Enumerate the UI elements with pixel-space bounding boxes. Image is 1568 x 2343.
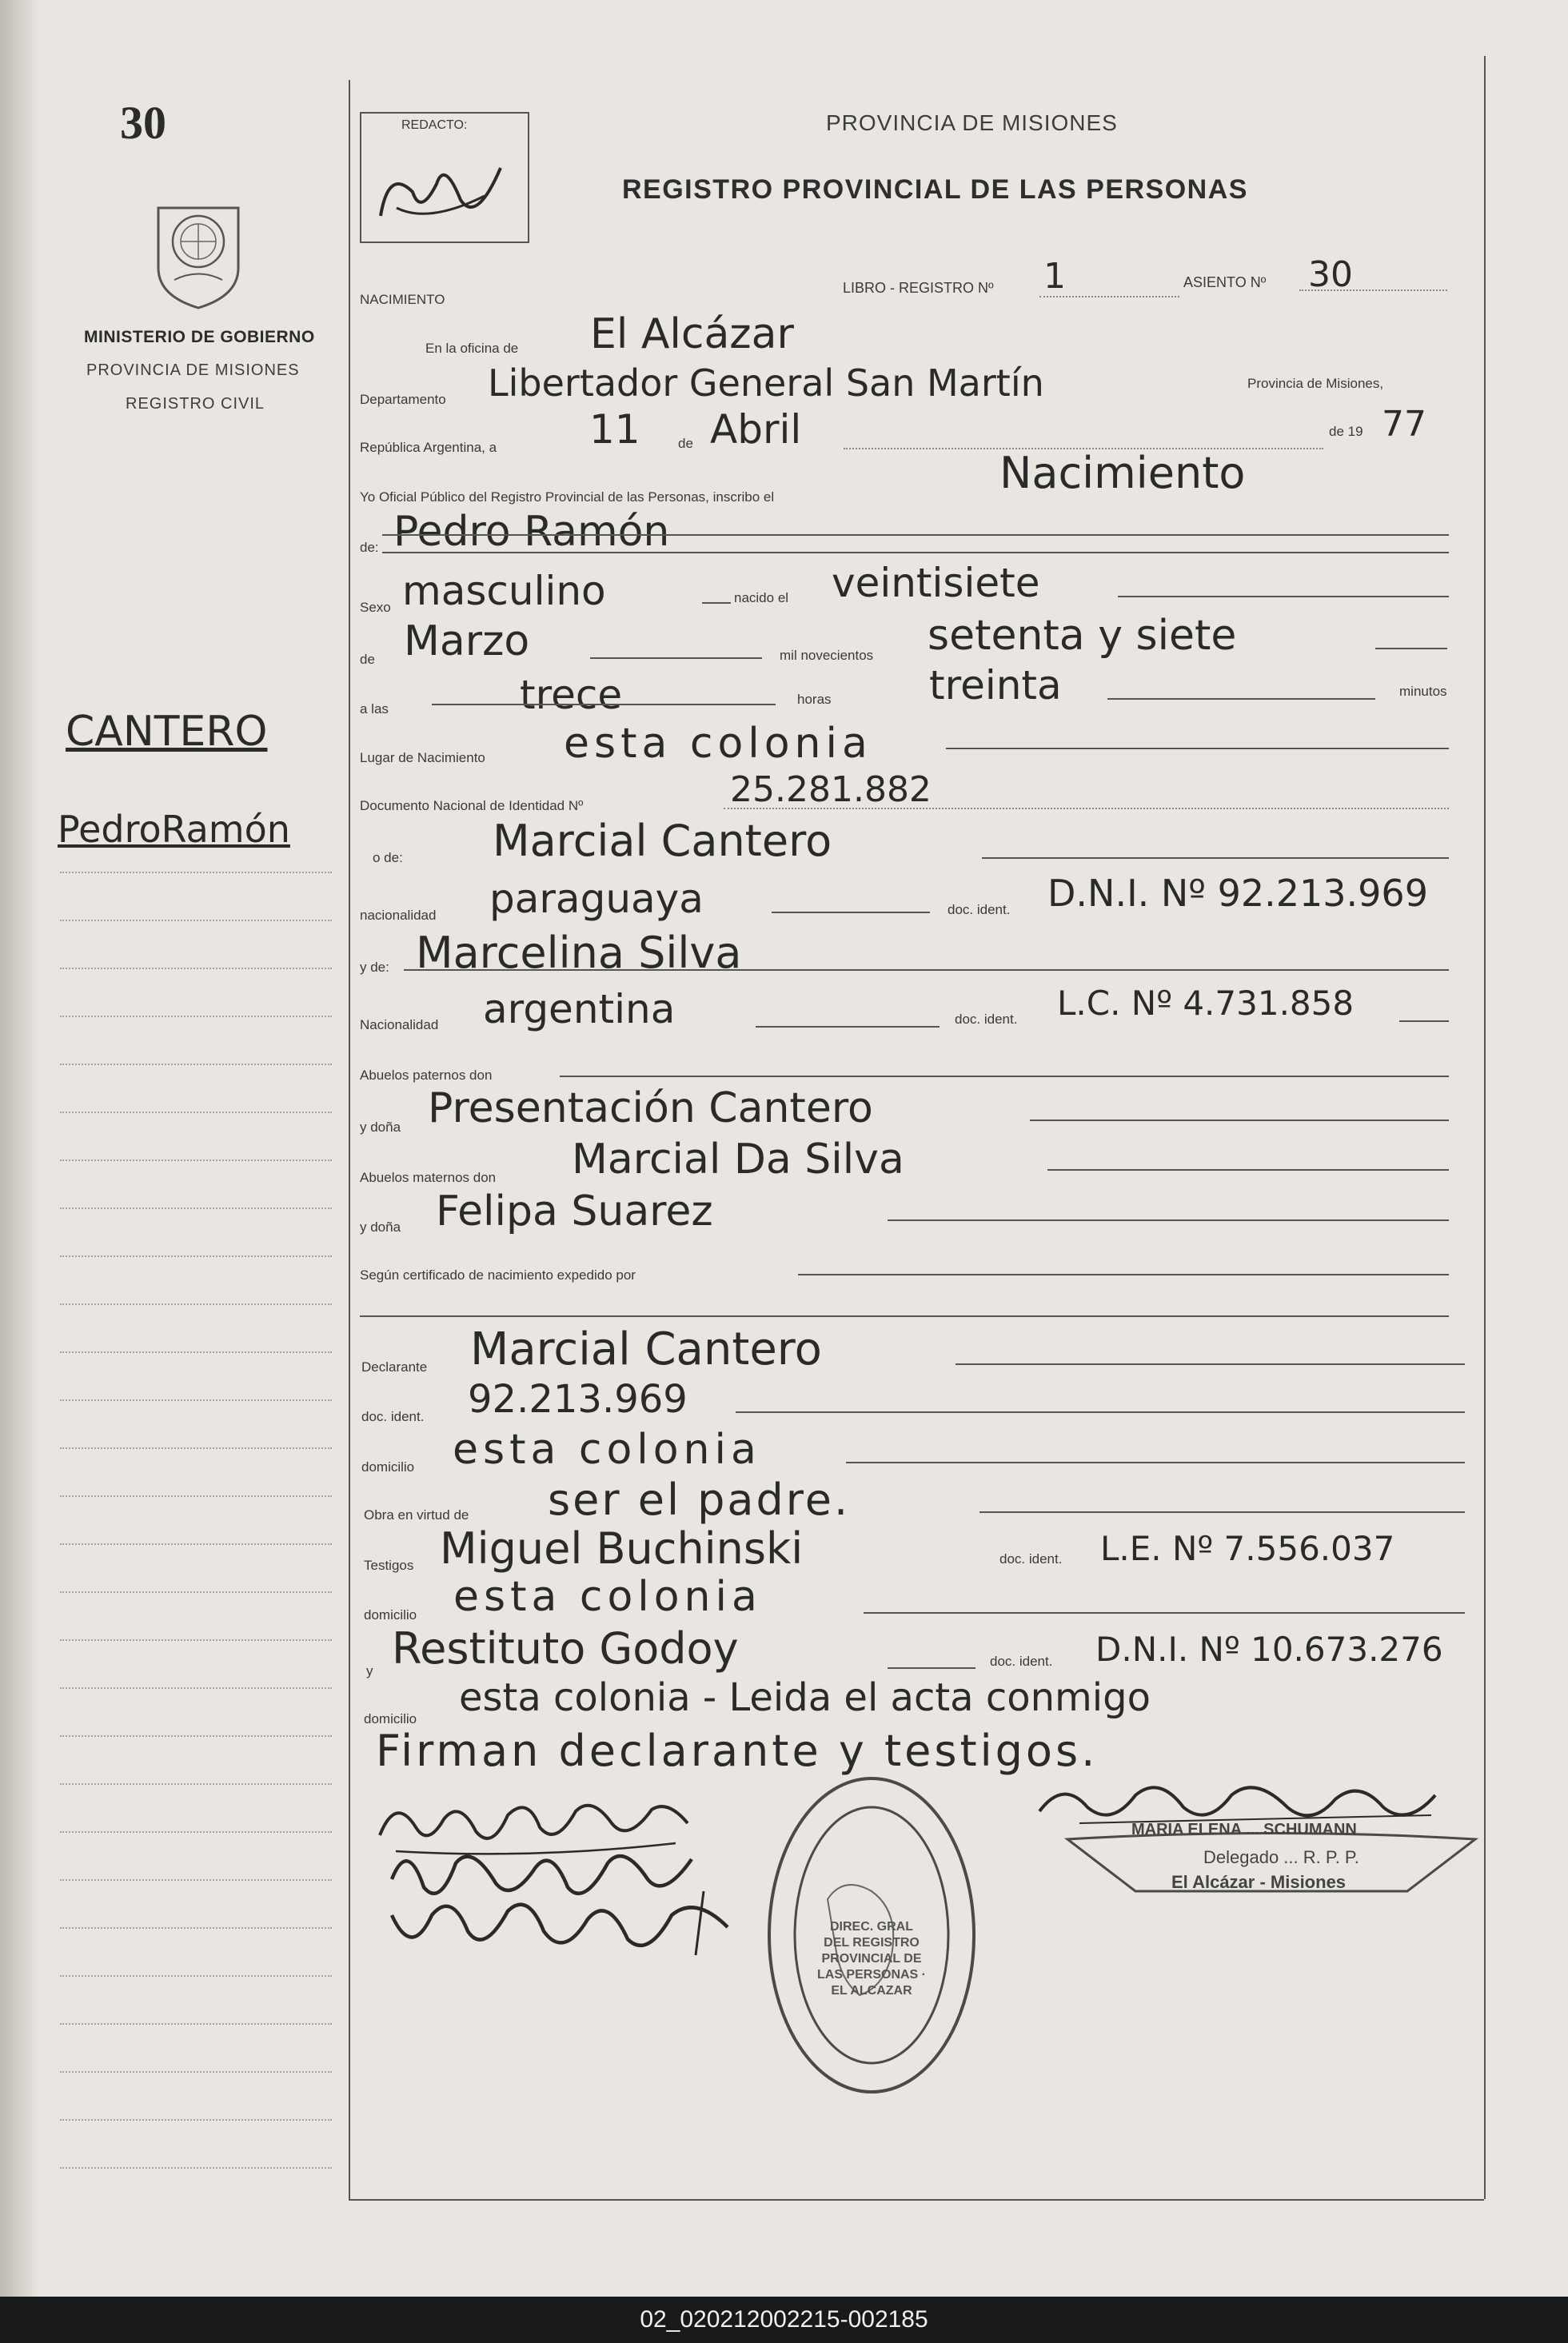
margin-dotted-line: [60, 1879, 332, 1881]
margin-dotted-line: [60, 1016, 332, 1017]
paternal-line: [560, 1076, 1449, 1077]
dona-label-2: y doña: [360, 1219, 401, 1235]
margin-dotted-line: [60, 1783, 332, 1785]
name-line-2: [382, 552, 1449, 553]
witness2-domicile-label: domicilio: [364, 1711, 417, 1726]
month-label: de: [360, 652, 375, 667]
born-label: nacido el: [734, 590, 789, 605]
certificate-label: Según certificado de nacimiento expedido por: [360, 1267, 636, 1283]
frame-right-line: [1484, 56, 1486, 2199]
witness1-value: Miguel Buchinski: [440, 1523, 804, 1574]
margin-dotted-line: [60, 1064, 332, 1065]
frame-bottom-line: [349, 2199, 1484, 2201]
birthplace-line: [946, 748, 1449, 749]
witness1-doc-value: L.E. Nº 7.556.037: [1100, 1529, 1395, 1568]
redacto-initials: [365, 136, 525, 240]
month-line: [590, 657, 762, 659]
ministry-label: MINISTERIO DE GOBIERNO: [84, 328, 315, 346]
official-stamp: [1063, 1811, 1479, 1899]
certificate-line-2: [360, 1315, 1449, 1317]
witness2-line: [888, 1667, 976, 1669]
year-line: [1375, 648, 1447, 649]
mother-nationality: argentina: [483, 986, 676, 1032]
declarant-value: Marcial Cantero: [470, 1323, 822, 1375]
maternal-dona-line: [888, 1219, 1449, 1221]
father-nationality: paraguaya: [489, 876, 704, 922]
year-prefix-label: de 19: [1329, 424, 1363, 439]
minutes-value: treinta: [929, 662, 1062, 708]
father-doc: D.N.I. Nº 92.213.969: [1047, 872, 1428, 915]
witness2-doc-label: doc. ident.: [990, 1654, 1053, 1669]
hours-value: trece: [520, 672, 623, 718]
libro-label: LIBRO - REGISTRO Nº: [843, 280, 994, 296]
file-id-footer: 02_020212002215-002185: [0, 2297, 1568, 2343]
department-value: Libertador General San Martín: [488, 361, 1044, 405]
closing-line: Firman declarante y testigos.: [376, 1726, 1099, 1776]
day-value: 11: [589, 406, 640, 453]
margin-dotted-line: [60, 1639, 332, 1641]
office-label: En la oficina de: [425, 341, 519, 356]
margin-dotted-line: [60, 1303, 332, 1305]
province-label: PROVINCIA DE MISIONES: [86, 361, 300, 379]
maternal-dona-value: Felipa Suarez: [436, 1187, 713, 1235]
margin-dotted-line: [60, 2071, 332, 2073]
witness1-domicile-value: esta colonia: [453, 1573, 762, 1621]
mother-doc: L.C. Nº 4.731.858: [1057, 984, 1355, 1023]
witness2-doc-value: D.N.I. Nº 10.673.276: [1095, 1630, 1443, 1669]
margin-dotted-line: [60, 2119, 332, 2121]
witness1-domicile-label: domicilio: [364, 1607, 417, 1623]
republic-label: República Argentina, a: [360, 440, 497, 455]
stamp-title: Delegado ... R. P. P.: [1203, 1847, 1359, 1867]
civil-registry-label: REGISTRO CIVIL: [126, 395, 265, 413]
margin-surname: CANTERO: [66, 708, 268, 756]
libro-line: [1039, 296, 1179, 297]
dni-label: Documento Nacional de Identidad Nº: [360, 798, 584, 813]
sex-label: Sexo: [360, 600, 391, 615]
seal-text: DIREC. GRAL DEL REGISTRO PROVINCIAL DE LAS PERSONAS · EL ALCAZAR: [816, 1920, 926, 1998]
dni-line: [724, 808, 1449, 809]
paternal-label: Abuelos paternos don: [360, 1068, 493, 1083]
declarant-doc-label: doc. ident.: [361, 1409, 425, 1424]
stamp-place: El Alcázar - Misiones: [1171, 1872, 1347, 1892]
witness2-domicile-value: esta colonia - Leida el acta conmigo: [459, 1675, 1151, 1720]
registry-title: REGISTRO PROVINCIAL DE LAS PERSONAS: [622, 174, 1248, 205]
officer-label: Yo Oficial Público del Registro Provincial de las Personas, inscribo el: [360, 489, 775, 505]
maternal-label: Abuelos maternos don: [360, 1170, 497, 1185]
certificate-line: [798, 1274, 1449, 1275]
hours-label: horas: [797, 692, 832, 707]
margin-dotted-line: [60, 1735, 332, 1737]
name-line: [382, 534, 1449, 536]
acts-line: [980, 1511, 1465, 1513]
margin-dotted-line: [60, 1351, 332, 1353]
born-day-value: veintisiete: [832, 560, 1040, 606]
paternal-dona-value: Presentación Cantero: [428, 1084, 873, 1132]
declarant-label: Declarante: [361, 1359, 428, 1375]
born-line: [1118, 596, 1449, 597]
declarant-domicile-value: esta colonia: [453, 1426, 761, 1474]
margin-dotted-line: [60, 2023, 332, 2025]
registry-oval-seal: [764, 1771, 980, 2099]
at-label: a las: [360, 701, 389, 716]
province-title: PROVINCIA DE MISIONES: [826, 110, 1118, 135]
mother-line: [404, 969, 1449, 971]
margin-dotted-line: [60, 920, 332, 921]
minutes-label: minutos: [1399, 684, 1447, 699]
asiento-line: [1299, 289, 1447, 291]
domicile-label: domicilio: [361, 1459, 415, 1475]
page-number: 30: [120, 97, 166, 149]
father-value: Marcial Cantero: [493, 816, 832, 866]
declarant-doc-value: 92.213.969: [468, 1377, 688, 1422]
maternal-line: [1047, 1169, 1449, 1171]
doc-ident-label: doc. ident.: [948, 902, 1011, 917]
asiento-label: ASIENTO Nº: [1183, 274, 1267, 290]
thousand-label: mil novecientos: [780, 648, 874, 663]
of-label: de:: [360, 540, 379, 555]
born-month-value: Marzo: [404, 617, 530, 665]
libro-value: 1: [1043, 256, 1066, 297]
maternal-don-value: Marcial Da Silva: [572, 1136, 904, 1183]
father-line: [982, 857, 1449, 859]
mother-nat-line: [756, 1026, 940, 1028]
stamp-name: MARIA ELENA ... SCHUMANN: [1131, 1821, 1357, 1838]
office-value: El Alcázar: [590, 310, 794, 358]
acts-value: ser el padre.: [548, 1475, 851, 1525]
sex-line: [702, 602, 731, 604]
witness-label: Testigos: [364, 1558, 414, 1573]
doc-ident-label-2: doc. ident.: [955, 1012, 1018, 1027]
witness2-value: Restituto Godoy: [392, 1623, 739, 1674]
and-label: y de:: [360, 960, 389, 975]
hours-line: [432, 704, 776, 705]
minutes-line: [1107, 698, 1375, 700]
margin-dotted-line: [60, 872, 332, 873]
act-value: Nacimiento: [999, 448, 1246, 498]
margin-dotted-line: [60, 1687, 332, 1689]
margin-dotted-line: [60, 1831, 332, 1833]
department-label: Departamento: [360, 392, 446, 407]
margin-dotted-line: [60, 1447, 332, 1449]
nationality2-label: Nacionalidad: [360, 1017, 439, 1032]
province-coat-of-arms: [142, 192, 254, 310]
paternal-dona-line: [1030, 1120, 1449, 1121]
father-nat-line: [772, 912, 930, 913]
y-label: y: [366, 1663, 373, 1678]
margin-dotted-line: [60, 1591, 332, 1593]
mother-value: Marcelina Silva: [416, 928, 742, 978]
margin-given-names: PedroRamón: [58, 808, 290, 851]
redacto-label: REDACTO:: [401, 118, 468, 132]
record-type-label: NACIMIENTO: [360, 292, 445, 307]
sex-value: masculino: [402, 568, 606, 614]
redacto-box: [360, 112, 529, 243]
witness2-signature: [376, 1883, 744, 1971]
birthplace-label: Lugar de Nacimiento: [360, 750, 485, 765]
margin-dotted-line: [60, 1495, 332, 1497]
declarant-line: [956, 1363, 1465, 1365]
mother-doc-line: [1399, 1020, 1449, 1022]
province-field-label: Provincia de Misiones,: [1247, 376, 1384, 391]
dona-label: y doña: [360, 1120, 401, 1135]
witness1-domicile-line: [864, 1612, 1465, 1614]
margin-dotted-line: [60, 968, 332, 969]
margin-dotted-line: [60, 1207, 332, 1209]
margin-dotted-line: [60, 1255, 332, 1257]
declarant-doc-line: [736, 1411, 1465, 1413]
margin-dotted-line: [60, 2167, 332, 2169]
declarant-domicile-line: [846, 1462, 1465, 1463]
margin-dotted-line: [60, 1927, 332, 1929]
de-label: de: [678, 436, 693, 451]
margin-dotted-line: [60, 1543, 332, 1545]
name-value: Pedro Ramón: [393, 508, 670, 556]
born-year-value: setenta y siete: [928, 612, 1237, 660]
year-value: 77: [1382, 404, 1426, 445]
birthplace-value: esta colonia: [564, 720, 872, 768]
frame-left-line: [349, 80, 350, 2199]
month-value: Abril: [710, 406, 802, 453]
margin-dotted-line: [60, 1112, 332, 1113]
margin-dotted-line: [60, 1399, 332, 1401]
margin-dotted-line: [60, 1160, 332, 1161]
margin-dotted-line: [60, 1975, 332, 1977]
nationality-label: nacionalidad: [360, 908, 437, 923]
witness1-doc-label: doc. ident.: [999, 1551, 1063, 1567]
asiento-value: 30: [1308, 254, 1353, 295]
acts-label: Obra en virtud de: [364, 1507, 469, 1523]
dni-value: 25.281.882: [730, 769, 932, 810]
child-label: o de:: [373, 850, 403, 865]
